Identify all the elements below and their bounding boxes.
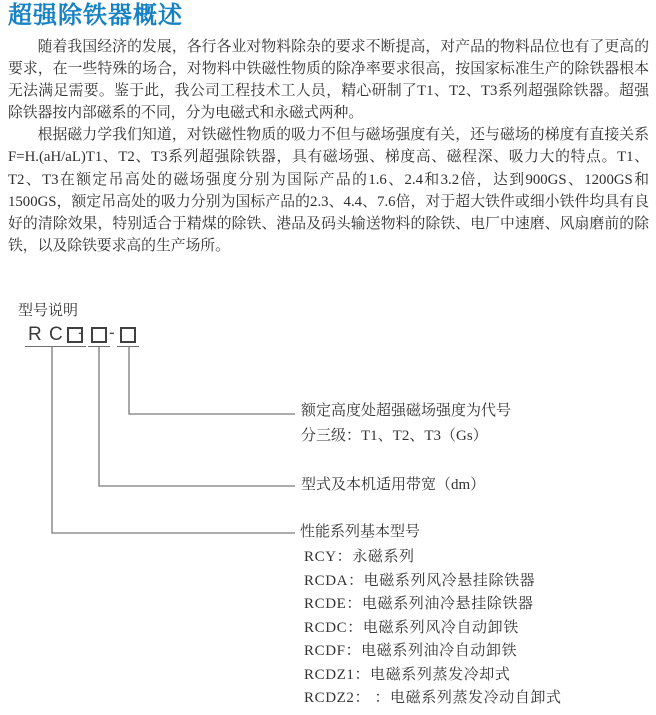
page-title: 超强除铁器概述: [8, 2, 183, 29]
series-list: [304, 546, 644, 711]
callout-series-title: 性能系列基本型号: [300, 524, 421, 540]
model-code-letters: R C: [28, 324, 64, 345]
model-code-dash-1: -: [78, 323, 84, 342]
model-code-segment-2: [88, 321, 110, 347]
intro-text-block: [8, 36, 649, 257]
model-section-heading: 型号说明: [18, 302, 79, 319]
callout-field-strength-line2: 分三级：T1、T2、T3（Gs）: [301, 428, 488, 444]
series-item-rcy: RCY：永磁系列: [304, 549, 415, 565]
intro-paragraph-1: 随着我国经济的发展，各行各业对物料除杂的要求不断提高，对产品的物料品位也有了更高的要求，在一些特殊的场合，对物料中铁磁性物质的除净率要求很高，按国家标准生产的除铁器根本无法满足需要。鉴于此，我公司工程技术工人员，精心研制了T1、T2、T3系列超强除铁器。超强除铁器按内部磁系的不同，分为电磁式和永磁式两种。: [8, 39, 649, 122]
model-code-box-3: [120, 327, 136, 343]
model-code-dash-2: -: [109, 323, 115, 342]
series-item-rcdf: RCDF：电磁系列油冷自动卸铁: [304, 643, 518, 659]
intro-paragraph-2: 根据磁力学我们知道，对铁磁性物质的吸力不但与磁场强度有关，还与磁场的梯度有直接关系F=H.(aH/aL)T1、T2、T3系列超强除铁器，具有磁场强、梯度高、磁程深、吸力大的特点。T1、T2、T3在额定吊高处的磁场强度分别为国际产品的1.6、2.4和3.2倍，达到900GS、1200GS和1500GS，额定吊高处的吸力分别为国标产品的2.3、4.4、7.6倍，对于超大铁件或细小铁件均具有良好的清除效果，特别适合于精煤的除铁、港品及码头输送物料的除铁、电厂中速磨、风扇磨前的除铁，以及除铁要求高的生产场所。: [8, 127, 649, 254]
series-item-rcde: RCDE：电磁系列油冷悬挂除铁器: [304, 596, 534, 612]
series-item-rcdz1: RCDZ1：电磁系列蒸发冷却式: [304, 666, 511, 683]
series-item-rcdz2: RCDZ2： ：电磁系列蒸发冷动自卸式: [304, 690, 562, 706]
callout-field-strength-line1: 额定高度处超强磁场强度为代号: [301, 403, 512, 419]
series-item-rcdc: RCDC：电磁系列风冷自动卸铁: [304, 619, 519, 636]
model-code-segment-prefix: [25, 321, 86, 347]
series-item-rcda: RCDA：电磁系列风冷悬挂除铁器: [304, 572, 536, 589]
model-code-segment-3: [117, 321, 139, 347]
model-code-box-2: [91, 327, 107, 343]
callout-bandwidth: 型式及本机适用带宽（dm）: [301, 477, 486, 493]
